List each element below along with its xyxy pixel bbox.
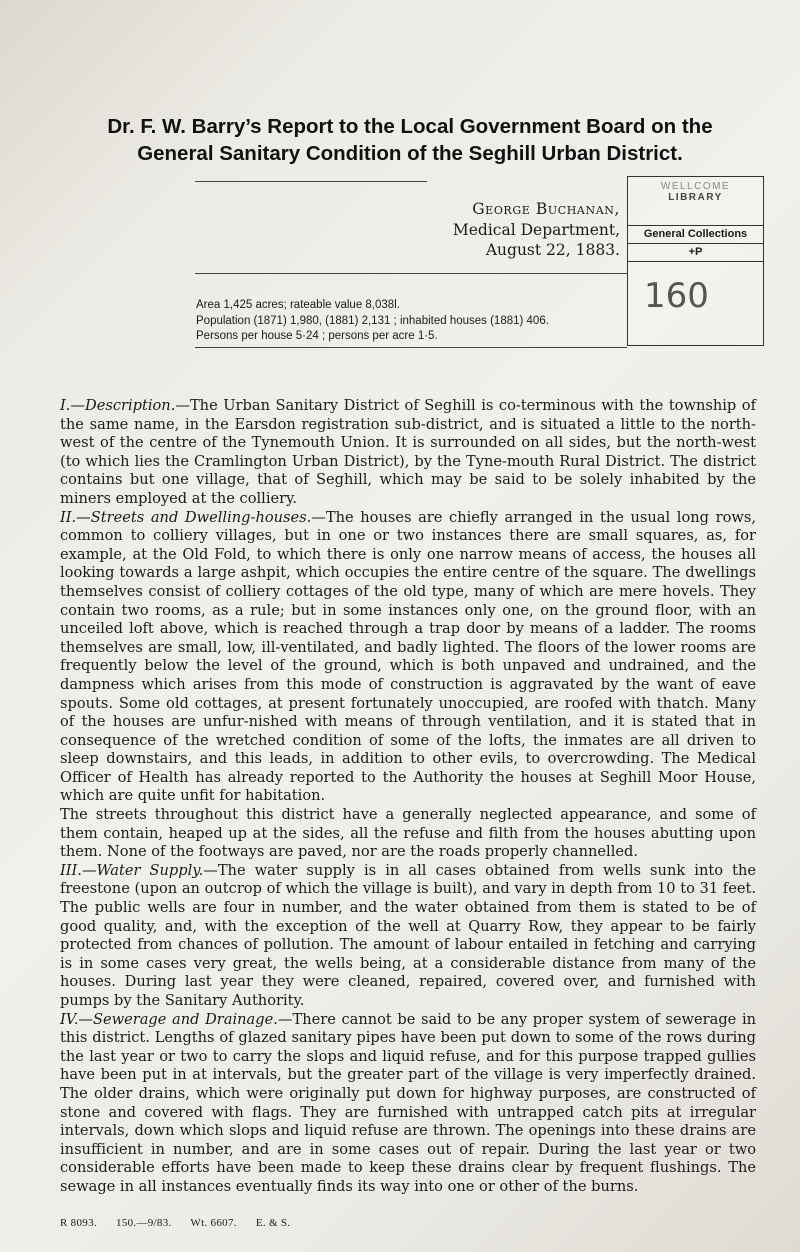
stamp-library: LIBRARY [668,192,723,203]
printer-footer [60,1217,306,1229]
section-text: —The Urban Sanitary District of Seghill is co-terminous with the township of the same name, in the Earsdon registration sub-district, and is situated a little to the north-west of the centre of the Tynemouth Union. It is surrounded on all sides, but the north-west (to which lies the Cramlington Urban District), by the Tyne-mouth Rural District. The district contains but one village, that of Seghill, which may be said to be solely inhabited by the miners employed at the colliery. [60,397,756,507]
section-description [60,397,756,509]
footer-code: R 8093. [60,1217,97,1229]
section-water-supply [60,862,756,1011]
section-heading: I.—Description. [60,397,176,414]
report-body [60,397,756,1197]
footer-weight: Wt. 6607. [190,1217,237,1229]
middle-rule [195,273,627,274]
signature-date: August 22, 1883. [485,241,620,259]
footer-printer: E. & S. [255,1217,291,1229]
stats-area: Area 1,425 acres; rateable value 8,038l. [196,299,400,311]
section-text: —The water supply is in all cases obtained from wells sunk into the freestone (upon an outcrop of which the village is built), and vary in depth from 10 to 31 feet. The public wells are four in number, and the water obtained from them is stated to be of good quality, and, with the exception of the well at Quarry Row, they appear to be fairly protected from chances of pollution. The amount of labour entailed in fetching and carrying is in some cases very great, the wells being, at a considerable distance from many of the houses. During last year they were cleaned, repaired, covered over, and furnished with pumps by the Sanitary Authority. [60,861,756,1009]
title-line-1: Dr. F. W. Barry’s Report to the Local Government Board on the [107,115,713,138]
signatory-name: George Buchanan, [472,200,620,218]
stats-population: Population (1871) 1,980, (1881) 2,131 ; inhabited houses (1881) 406. [196,314,549,327]
section-heading: IV.—Sewerage and Drainage. [60,1010,278,1028]
footer-print-run: 150.—9/83. [116,1217,172,1229]
stamp-collection: General Collections [628,226,763,244]
title-line-2: General Sanitary Condition of the Seghill Urban District. [137,142,683,165]
stamp-wellcome: WELLCOME [660,181,731,192]
report-title [60,113,760,167]
stamp-shelfmark-cell [628,262,763,340]
section-heading: III.—Water Supply. [60,861,204,879]
stats-density: Persons per house 5·24 ; persons per acre 1·5. [196,330,438,342]
section-streets [60,509,756,807]
signature-block [392,199,620,261]
section-heading: II.—Streets and Dwelling-houses. [60,508,312,526]
top-rule [195,181,427,182]
section-streets-continued [60,806,756,862]
section-text: —There cannot be said to be any proper system of sewerage in this district. Lengths of glazed sanitary pipes have been put down to some of the rows during the last year or two to carry the slops and liquid refuse, and for this purpose trapped gullies have been put in at intervals, but the greater part of the village is very imperfectly drained. The older drains, which were originally put down for highway purposes, are constructed of stone and covered with flags. They are furnished with untrapped catch pits at irregular intervals, down which slops and liquid refuse are thrown. The openings into these drains are insufficient in number, and are in some cases out of repair. During the last year or two considerable efforts have been made to keep these drains clear by frequent flushings. The sewage in all instances eventually finds its way into one or other of the burns. [60,1010,757,1195]
signatory-department: Medical Department, [452,220,620,239]
library-stamp [627,176,764,346]
stamp-code: +P [628,244,763,262]
section-text: —The houses are chiefly arranged in the usual long rows, common to colliery villages, but in one or two instances there are small squares, as, for example, at the Old Fold, to which there is only one narrow means of access, the houses all looking towards a large ashpit, which occupies the entire centre of the square. The dwellings themselves consist of colliery cottages of the old type, many of which are mere hovels. They contain two rooms, as a rule; but in some instances only one, on the ground floor, with an unceiled loft above, which is reached through a trap door by means of a ladder. The rooms themselves are small, low, ill-ventilated, and badly lighted. The floors of the lower rooms are frequently below the level of the ground, which is both unpaved and undrained, and the dampness which arises from this mode of construction is aggravated by the want of eave spouts. Some old cottages, at present fortunately unoccupied, are roofed with thatch. Many of the houses are unfur-nished with means of through ventilation, and it is stated that in consequence of the wretched condition of some of the lofts, the inmates are all driven to sleep downstairs, and this leads, in addition to other evils, to overcrowding. The Medical Officer of Health has already reported to the Authority the houses at Seghill Moor House, which are quite unfit for habitation. [60,508,756,805]
stamp-header [628,177,763,226]
stamp-shelfmark: 160 [644,276,709,316]
section-text: The streets throughout this district have a generally neglected appearance, and some of them contain, heaped up at the sides, all the refuse and filth from the houses abutting upon them. None of the footways are paved, nor are the roads properly channelled. [60,806,756,861]
section-sewerage [60,1011,756,1197]
district-statistics [196,298,636,345]
bottom-rule [195,347,627,348]
